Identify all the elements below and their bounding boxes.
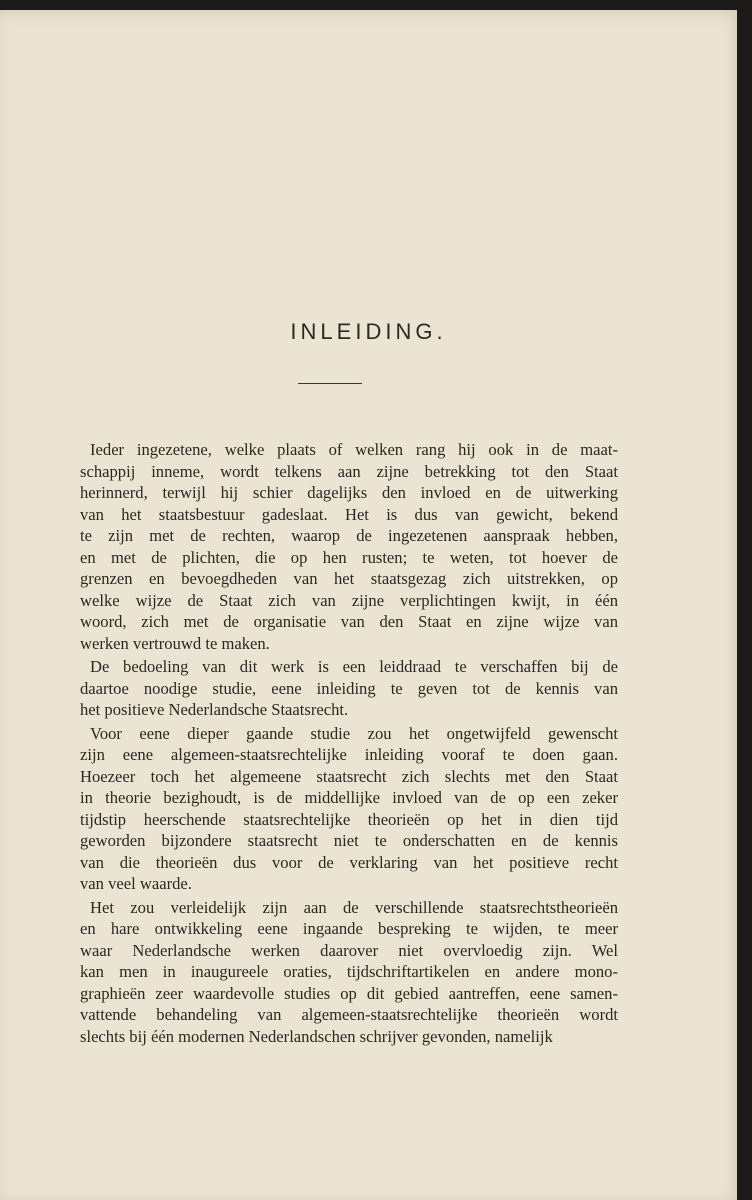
text-line: Hoezeer toch het algemeene staatsrecht zich slechts met den Staat [80,766,618,786]
text-line: herinnerd, terwijl hij schier dagelijks den invloed en de uitwerking [80,483,618,502]
text-line: kan men in inaugureele oraties, tijdschriftartikelen en andere mono- [80,962,618,981]
text-line: van veel waarde. [80,874,192,893]
paragraph [80,897,618,1048]
text-line: geworden bijzondere staatsrecht niet te onderschatten en de kennis [80,831,618,850]
text-line: zijn eene algemeen-staatsrechtelijke inleiding vooraf te doen gaan. [80,745,618,764]
text-line: en met de plichten, die op hen rusten; te weten, tot hoever de [80,547,618,567]
text-line: te zijn met de rechten, waarop de ingezetenen aanspraak hebben, [80,526,618,545]
text-line: van het staatsbestuur gadeslaat. Het is dus van gewicht, bekend [80,504,618,524]
text-line: grenzen en bevoegdheden van het staatsgezag zich uitstrekken, op [80,569,618,588]
text-line: in theorie bezighoudt, is de middellijke invloed van de op een zeker [80,788,618,807]
body-text [80,439,618,1049]
chapter-heading: INLEIDING. [290,319,447,344]
text-line: van die theorieën dus voor de verklaring van het positieve recht [80,852,618,872]
paragraph [80,656,618,721]
text-line: Voor eene dieper gaande studie zou het ongetwijfeld gewenscht [90,723,618,743]
text-line: en hare ontwikkeling eene ingaande bespreking te wijden, te meer [80,919,618,938]
text-line: De bedoeling van dit werk is een leiddraad te verschaffen bij de [90,657,618,676]
text-line: graphieën zeer waardevolle studies op dit gebied aantreffen, eene samen- [80,983,618,1003]
heading-rule [298,383,362,384]
text-line: werken vertrouwd te maken. [80,633,270,653]
text-line: het positieve Nederlandsche Staatsrecht. [80,700,349,719]
text-line: Ieder ingezetene, welke plaats of welken rang hij ook in de maat- [90,440,618,459]
paragraph [80,439,618,654]
text-line: daartoe noodige studie, eene inleiding te geven tot de kennis van [80,678,618,698]
text-line: waar Nederlandsche werken daarover niet overvloedig zijn. Wel [80,940,618,960]
text-line: schappij inneme, wordt telkens aan zijne betrekking tot den Staat [80,461,618,481]
page-edge [737,10,752,1200]
text-line: tijdstip heerschende staatsrechtelijke theorieën op het in dien tijd [80,809,618,829]
text-line: welke wijze de Staat zich van zijne verplichtingen kwijt, in één [80,590,618,610]
text-line: woord, zich met de organisatie van den Staat en zijne wijze van [80,612,618,631]
book-page [0,10,737,1200]
text-line: slechts bij één modernen Nederlandschen schrijver gevonden, namelijk [80,1026,553,1046]
text-line: vattende behandeling van algemeen-staatsrechtelijke theorieën wordt [80,1005,618,1024]
paragraph [80,723,618,895]
text-line: Het zou verleidelijk zijn aan de verschillende staatsrechtstheorieën [90,897,618,917]
